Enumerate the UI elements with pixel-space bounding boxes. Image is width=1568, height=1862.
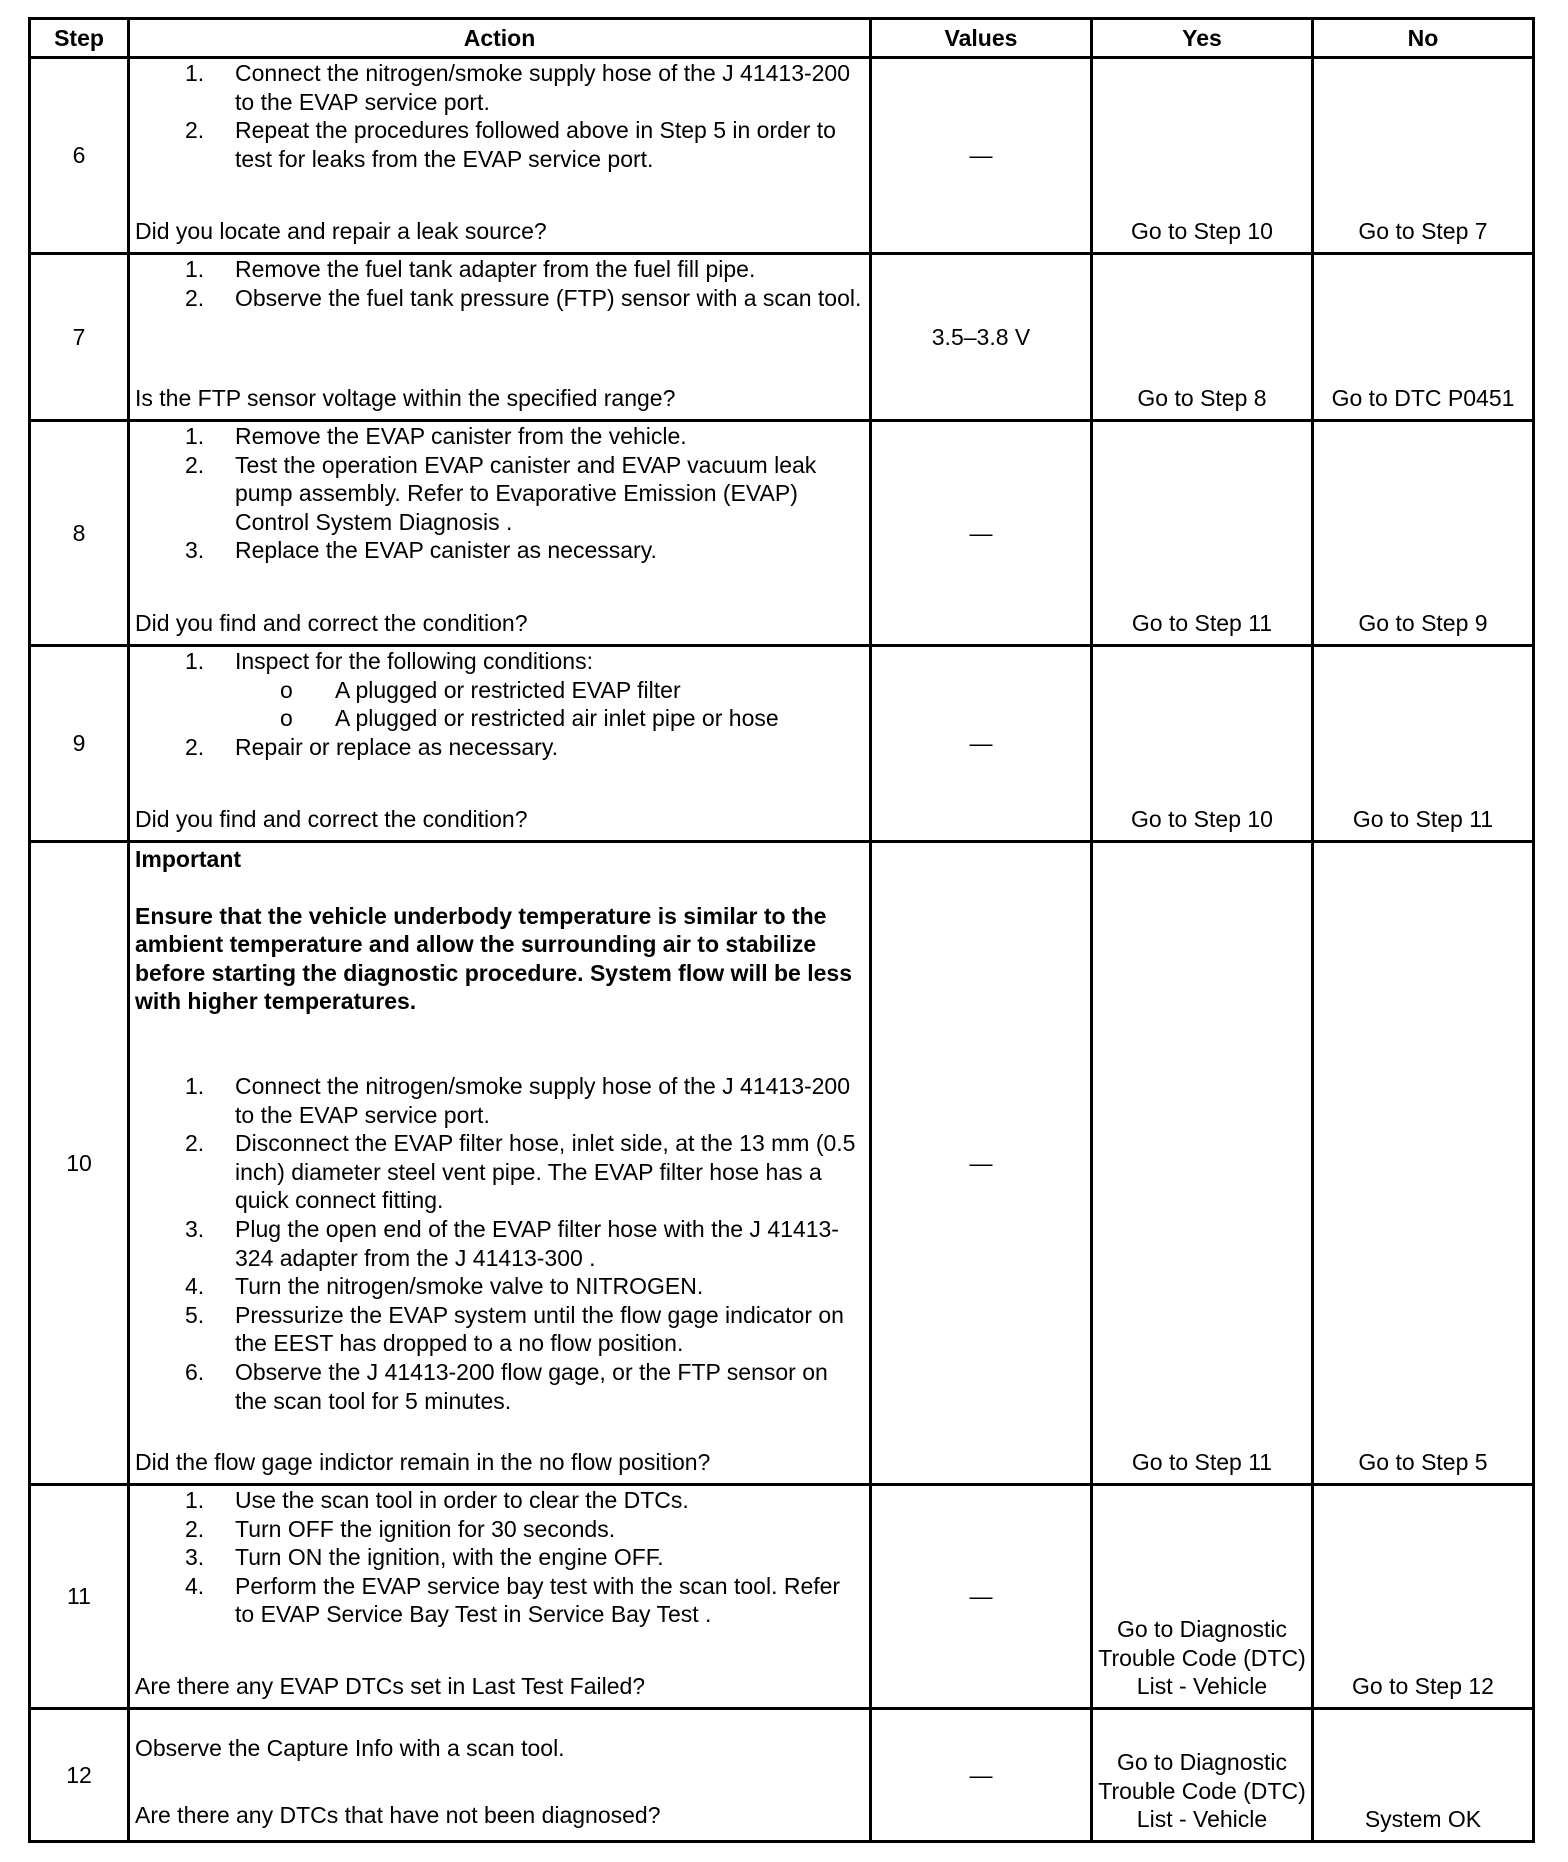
list-item: 3. Replace the EVAP canister as necessary. bbox=[185, 537, 657, 564]
action-question: Is the FTP sensor voltage within the specified range? bbox=[135, 385, 676, 412]
action-cell bbox=[129, 1485, 871, 1709]
header-row bbox=[30, 19, 1534, 58]
yes-cell: Go to Step 11 bbox=[1092, 421, 1313, 646]
table-row bbox=[30, 1709, 1534, 1842]
header-values: Values bbox=[871, 19, 1092, 58]
list-item: 4. Turn the nitrogen/smoke valve to NITROGEN. bbox=[185, 1273, 704, 1300]
action-cell bbox=[129, 58, 871, 254]
action-question: Are there any EVAP DTCs set in Last Test Failed? bbox=[135, 1673, 646, 1700]
list-item: 2. Repair or replace as necessary. bbox=[185, 733, 558, 760]
action-cell bbox=[129, 842, 871, 1485]
list-item: 1. Use the scan tool in order to clear the DTCs. bbox=[185, 1487, 689, 1513]
list-item: 2. Disconnect the EVAP filter hose, inlet side, at the 13 mm (0.5 inch) diameter steel vent pipe. The EVAP filter hose has a quick connect fitting. bbox=[185, 1130, 856, 1214]
list-item: 5. Pressurize the EVAP system until the flow gage indicator on the EEST has dropped to a no flow position. bbox=[185, 1301, 844, 1357]
step-number: 8 bbox=[30, 421, 129, 646]
no-cell: Go to Step 11 bbox=[1313, 646, 1534, 842]
header-step: Step bbox=[30, 19, 129, 58]
values-cell: — bbox=[871, 1709, 1092, 1842]
action-cell bbox=[129, 254, 871, 421]
step-number: 7 bbox=[30, 254, 129, 421]
no-cell: Go to DTC P0451 bbox=[1313, 254, 1534, 421]
step-number: 11 bbox=[30, 1485, 129, 1709]
list-item: 1. Remove the EVAP canister from the vehicle. bbox=[185, 423, 687, 449]
list-item: 4. Perform the EVAP service bay test with the scan tool. Refer to EVAP Service Bay Test in Service Bay Test . bbox=[185, 1572, 841, 1628]
list-item: o A plugged or restricted air inlet pipe or hose bbox=[280, 705, 779, 732]
important-text: Ensure that the vehicle underbody temperature is similar to the ambient temperature and allow the surrounding air to stabilize before starting the diagnostic procedure. System flow will be less with higher temperatures. bbox=[135, 902, 852, 1015]
list-item: 2. Observe the fuel tank pressure (FTP) sensor with a scan tool. bbox=[185, 284, 862, 311]
table-row bbox=[30, 58, 1534, 254]
action-cell bbox=[129, 646, 871, 842]
important-title: Important bbox=[135, 846, 242, 872]
list-item: 1. Connect the nitrogen/smoke supply hose of the J 41413-200 to the EVAP service port. bbox=[185, 1072, 851, 1128]
list-item: 2. Turn OFF the ignition for 30 seconds. bbox=[185, 1515, 616, 1542]
yes-cell: Go to Step 8 bbox=[1092, 254, 1313, 421]
table-row bbox=[30, 254, 1534, 421]
values-cell: — bbox=[871, 58, 1092, 254]
no-cell: Go to Step 7 bbox=[1313, 58, 1534, 254]
table-row bbox=[30, 1485, 1534, 1709]
values-cell: — bbox=[871, 421, 1092, 646]
action-question: Did you find and correct the condition? bbox=[135, 806, 528, 833]
action-steps bbox=[135, 59, 865, 173]
no-cell: Go to Step 9 bbox=[1313, 421, 1534, 646]
action-question: Did you locate and repair a leak source? bbox=[135, 218, 547, 245]
yes-cell: Go to Step 10 bbox=[1092, 646, 1313, 842]
step-number: 10 bbox=[30, 842, 129, 1485]
header-no: No bbox=[1313, 19, 1534, 58]
bullet-icon: o bbox=[280, 676, 293, 703]
no-cell: System OK bbox=[1313, 1709, 1534, 1842]
header-yes: Yes bbox=[1092, 19, 1313, 58]
list-item: 3. Plug the open end of the EVAP filter hose with the J 41413-324 adapter from the J 41413-300 . bbox=[185, 1215, 839, 1271]
sub-list bbox=[235, 676, 865, 733]
values-cell: — bbox=[871, 1485, 1092, 1709]
yes-cell: Go to Step 10 bbox=[1092, 58, 1313, 254]
action-question: Did the flow gage indictor remain in the no flow position? bbox=[135, 1449, 711, 1476]
action-steps bbox=[135, 1072, 865, 1415]
action-steps bbox=[135, 647, 865, 761]
table-row bbox=[30, 421, 1534, 646]
list-item: 1. Inspect for the following conditions: o A plugged or restricted EVAP filter o A plugged or restricted air inlet pipe or hose bbox=[135, 647, 865, 733]
action-cell bbox=[129, 1709, 871, 1842]
list-item: 2. Repeat the procedures followed above in Step 5 in order to test for leaks from the EVAP service port. bbox=[185, 117, 836, 172]
step-number: 9 bbox=[30, 646, 129, 842]
list-item: 6. Observe the J 41413-200 flow gage, or the FTP sensor on the scan tool for 5 minutes. bbox=[185, 1358, 828, 1414]
table-row bbox=[30, 842, 1534, 1485]
yes-cell: Go to Step 11 bbox=[1092, 842, 1313, 1485]
action-steps bbox=[135, 422, 865, 565]
no-cell: Go to Step 12 bbox=[1313, 1485, 1534, 1709]
list-item: 3. Turn ON the ignition, with the engine OFF. bbox=[185, 1544, 664, 1571]
step-number: 12 bbox=[30, 1709, 129, 1842]
values-cell: — bbox=[871, 646, 1092, 842]
table-row bbox=[30, 646, 1534, 842]
action-text: Observe the Capture Info with a scan tool. bbox=[135, 1735, 565, 1761]
yes-cell: Go to Diagnostic Trouble Code (DTC) List - Vehicle bbox=[1092, 1709, 1313, 1842]
action-question: Did you find and correct the condition? bbox=[135, 610, 528, 637]
bullet-icon: o bbox=[280, 705, 293, 732]
header-action: Action bbox=[129, 19, 871, 58]
diagnostic-table bbox=[28, 17, 1535, 1843]
values-cell: — bbox=[871, 842, 1092, 1485]
list-item: 1. Remove the fuel tank adapter from the fuel fill pipe. bbox=[185, 256, 756, 282]
action-question: Are there any DTCs that have not been diagnosed? bbox=[135, 1801, 661, 1828]
action-steps bbox=[135, 255, 865, 312]
no-cell: Go to Step 5 bbox=[1313, 842, 1534, 1485]
list-item: 2. Test the operation EVAP canister and EVAP vacuum leak pump assembly. Refer to Evaporative Emission (EVAP) Control System Diagnosis . bbox=[185, 451, 817, 535]
yes-cell: Go to Diagnostic Trouble Code (DTC) List - Vehicle bbox=[1092, 1485, 1313, 1709]
values-cell: 3.5–3.8 V bbox=[871, 254, 1092, 421]
step-number: 6 bbox=[30, 58, 129, 254]
action-cell bbox=[129, 421, 871, 646]
list-item: 1. Connect the nitrogen/smoke supply hose of the J 41413-200 to the EVAP service port. bbox=[185, 60, 851, 115]
action-steps bbox=[135, 1486, 865, 1629]
list-item: o A plugged or restricted EVAP filter bbox=[280, 676, 681, 703]
